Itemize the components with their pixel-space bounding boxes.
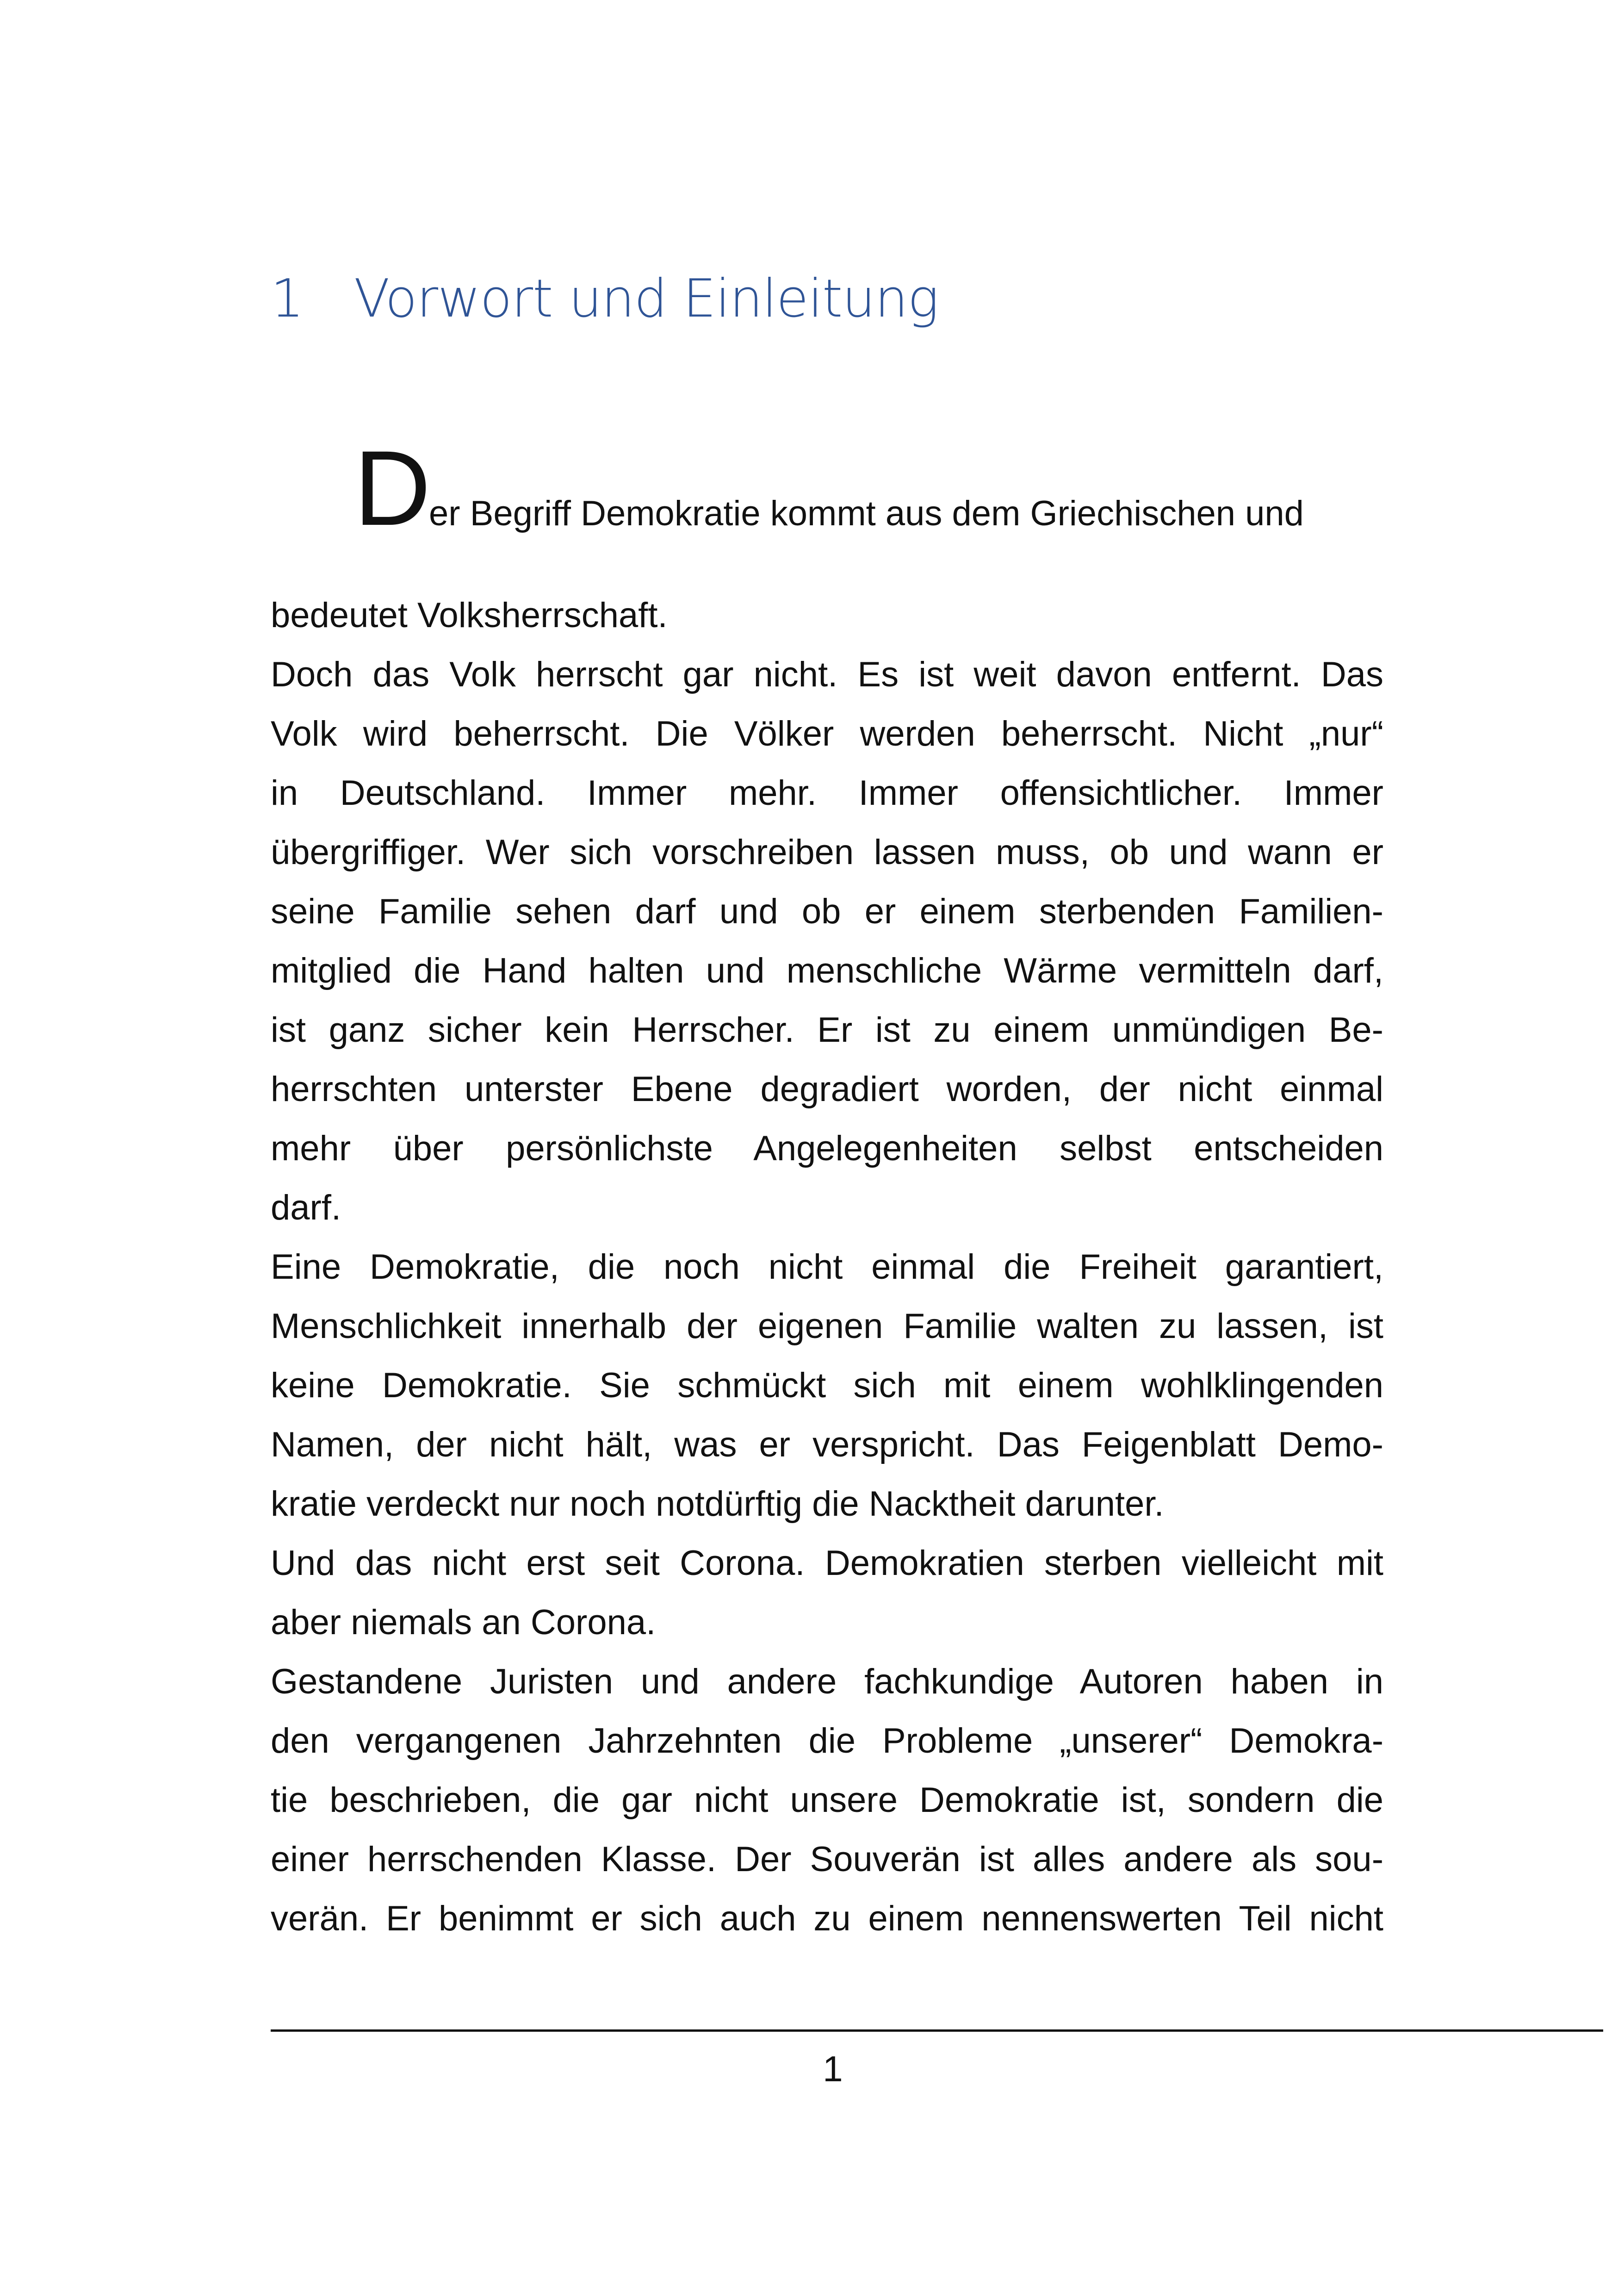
text-line: Menschlichkeit innerhalb der eigenen Familie walten zu lassen, ist <box>271 1307 1383 1346</box>
text-line: darf. <box>271 1188 341 1227</box>
page-number: 1 <box>823 2048 843 2089</box>
chapter-title: Vorwort und Einleitung <box>354 268 939 329</box>
text-line: keine Demokratie. Sie schmückt sich mit einem wohlklingenden <box>271 1366 1383 1405</box>
first-paragraph-line <box>271 429 1383 551</box>
first-line-text: er Begriff Demokratie kommt aus dem Griechischen und <box>429 494 1304 533</box>
text-line: Gestandene Juristen und andere fachkundige Autoren haben in <box>271 1662 1383 1701</box>
text-line: verän. Er benimmt er sich auch zu einem nennenswerten Teil nicht <box>271 1899 1383 1938</box>
chapter-heading <box>271 259 938 338</box>
body-text <box>271 586 1383 1948</box>
text-line: Doch das Volk herrscht gar nicht. Es ist weit davon entfernt. Das <box>271 655 1383 694</box>
drop-cap: D <box>354 429 431 548</box>
text-line: ist ganz sicher kein Herrscher. Er ist zu einem unmündigen Be- <box>271 1010 1383 1050</box>
text-line: bedeutet Volksherrschaft. <box>271 596 668 635</box>
text-line: einer herrschenden Klasse. Der Souverän ist alles andere als sou- <box>271 1840 1383 1879</box>
text-line: Volk wird beherrscht. Die Völker werden beherrscht. Nicht „nur“ <box>271 714 1383 753</box>
text-line: mehr über persönlichste Angelegenheiten selbst entscheiden <box>271 1129 1383 1168</box>
text-line: Eine Demokratie, die noch nicht einmal die Freiheit garantiert, <box>271 1247 1383 1287</box>
text-line: tie beschrieben, die gar nicht unsere Demokratie ist, sondern die <box>271 1780 1383 1820</box>
text-line: seine Familie sehen darf und ob er einem sterbenden Familien- <box>271 892 1383 931</box>
text-line: kratie verdeckt nur noch notdürftig die Nacktheit darunter. <box>271 1484 1164 1524</box>
text-line: Und das nicht erst seit Corona. Demokratien sterben vielleicht mit <box>271 1543 1383 1583</box>
chapter-number: 1 <box>271 268 304 329</box>
text-line: aber niemals an Corona. <box>271 1603 656 1642</box>
text-line: mitglied die Hand halten und menschliche Wärme vermitteln darf, <box>271 951 1383 990</box>
text-line: in Deutschland. Immer mehr. Immer offensichtlicher. Immer <box>271 773 1383 813</box>
text-line: Namen, der nicht hält, was er verspricht. Das Feigenblatt Demo- <box>271 1425 1383 1464</box>
footer-divider <box>271 2029 1603 2032</box>
text-line: den vergangenen Jahrzehnten die Probleme „unserer“ Demokra- <box>271 1721 1383 1761</box>
text-line: herrschten unterster Ebene degradiert worden, der nicht einmal <box>271 1070 1383 1109</box>
text-line: übergriffiger. Wer sich vorschreiben lassen muss, ob und wann er <box>271 833 1383 872</box>
